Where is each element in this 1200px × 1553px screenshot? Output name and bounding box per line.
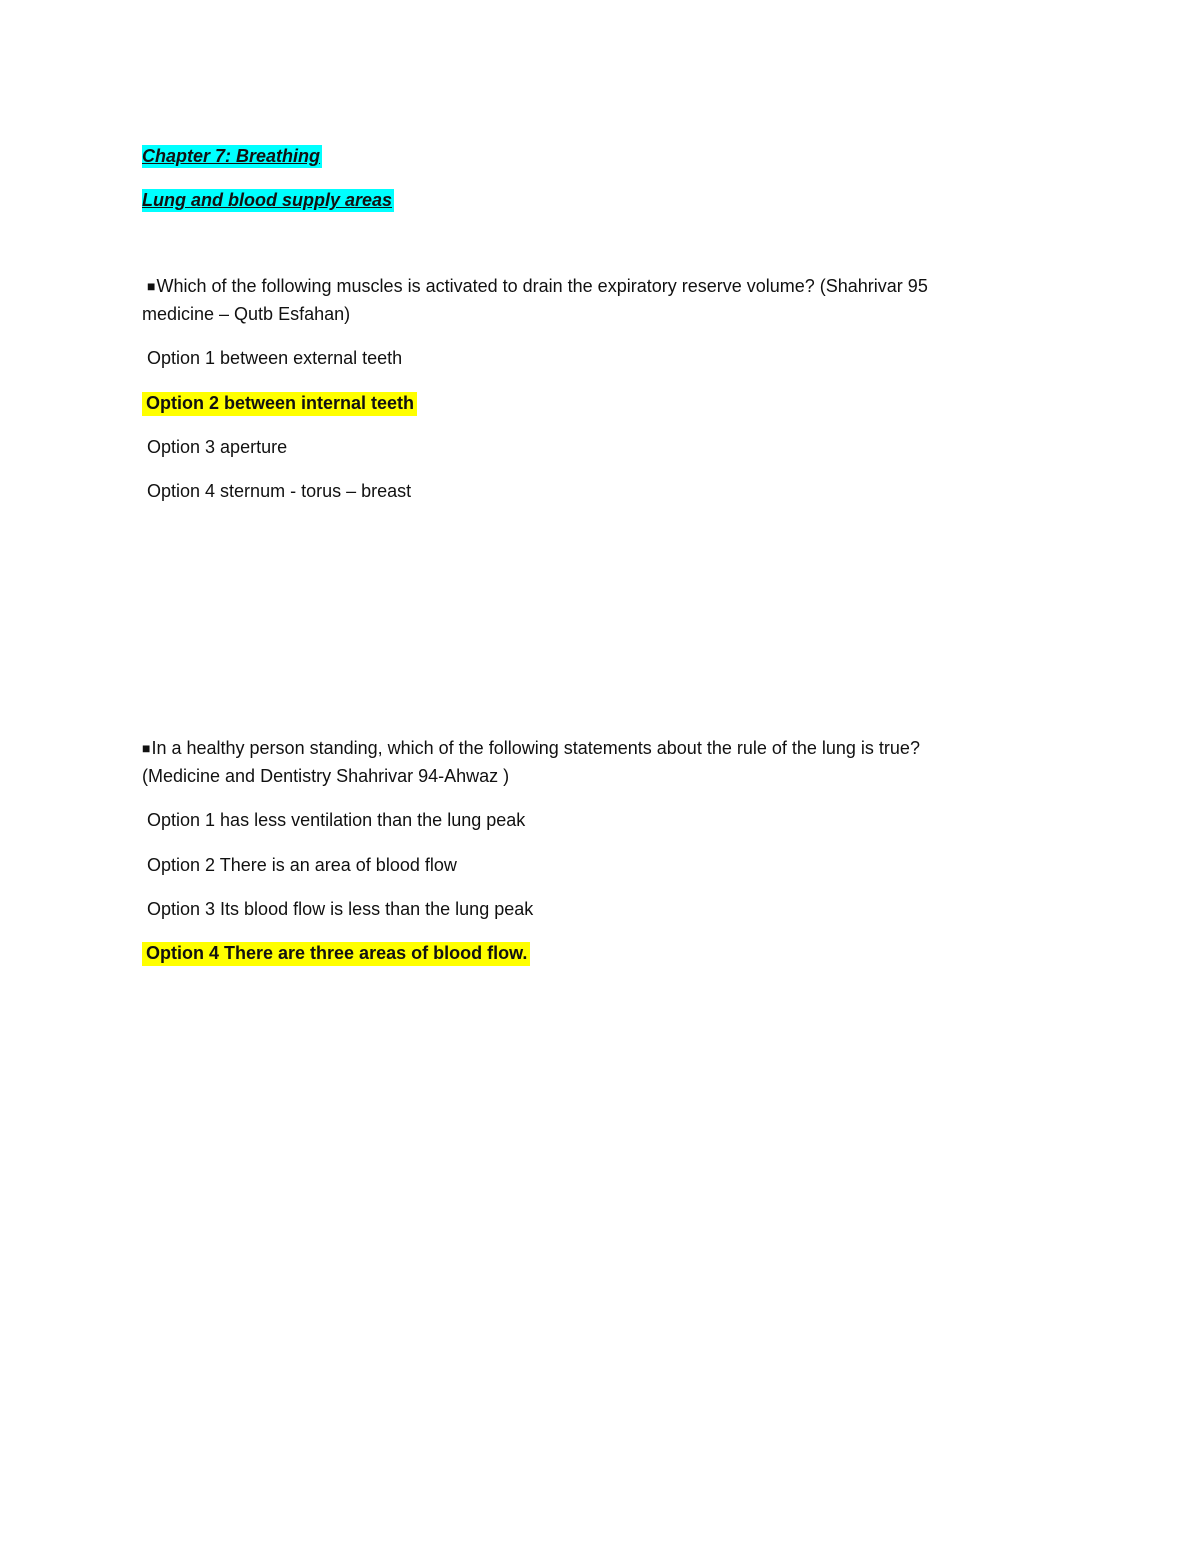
option-text: Option 4 sternum - torus – breast [147,481,412,501]
question-1-source: medicine – Qutb Esfahan) [142,304,351,324]
question-1-line-1 [142,275,928,297]
question-2-option-1 [142,809,525,831]
question-1-text: Which of the following muscles is activated to drain the expiratory reserve volume? (Shahrivar 95 [156,276,928,296]
section-title-line [142,189,394,211]
question-2-line-1 [142,737,920,759]
question-2-option-4-correct [142,942,530,964]
question-1-option-4 [142,480,411,502]
section-title: Lung and blood supply areas [142,190,393,210]
question-1-option-1 [142,347,402,369]
question-2-option-2 [142,854,457,876]
option-text: Option 3 Its blood flow is less than the lung peak [147,899,534,919]
correct-option-text: Option 4 There are three areas of blood flow. [142,942,530,966]
option-text: Option 3 aperture [147,437,288,457]
question-2-text: In a healthy person standing, which of the following statements about the rule of the lung is true? [151,738,920,758]
question-2-line-2 [142,765,509,787]
question-2-option-3 [142,898,533,920]
question-1-option-3 [142,436,287,458]
question-1-option-2-correct [142,392,417,414]
chapter-title: Chapter 7: Breathing [142,146,321,166]
option-text: Option 2 There is an area of blood flow [147,855,457,875]
option-text: Option 1 between external teeth [147,348,403,368]
chapter-title-line [142,145,322,167]
option-text: Option 1 has less ventilation than the lung peak [147,810,526,830]
bullet-icon: ■ [142,740,151,756]
question-2-source: (Medicine and Dentistry Shahrivar 94-Ahwaz ) [142,766,510,786]
correct-option-text: Option 2 between internal teeth [142,392,417,416]
question-1-line-2 [142,303,350,325]
bullet-icon: ■ [147,278,156,294]
